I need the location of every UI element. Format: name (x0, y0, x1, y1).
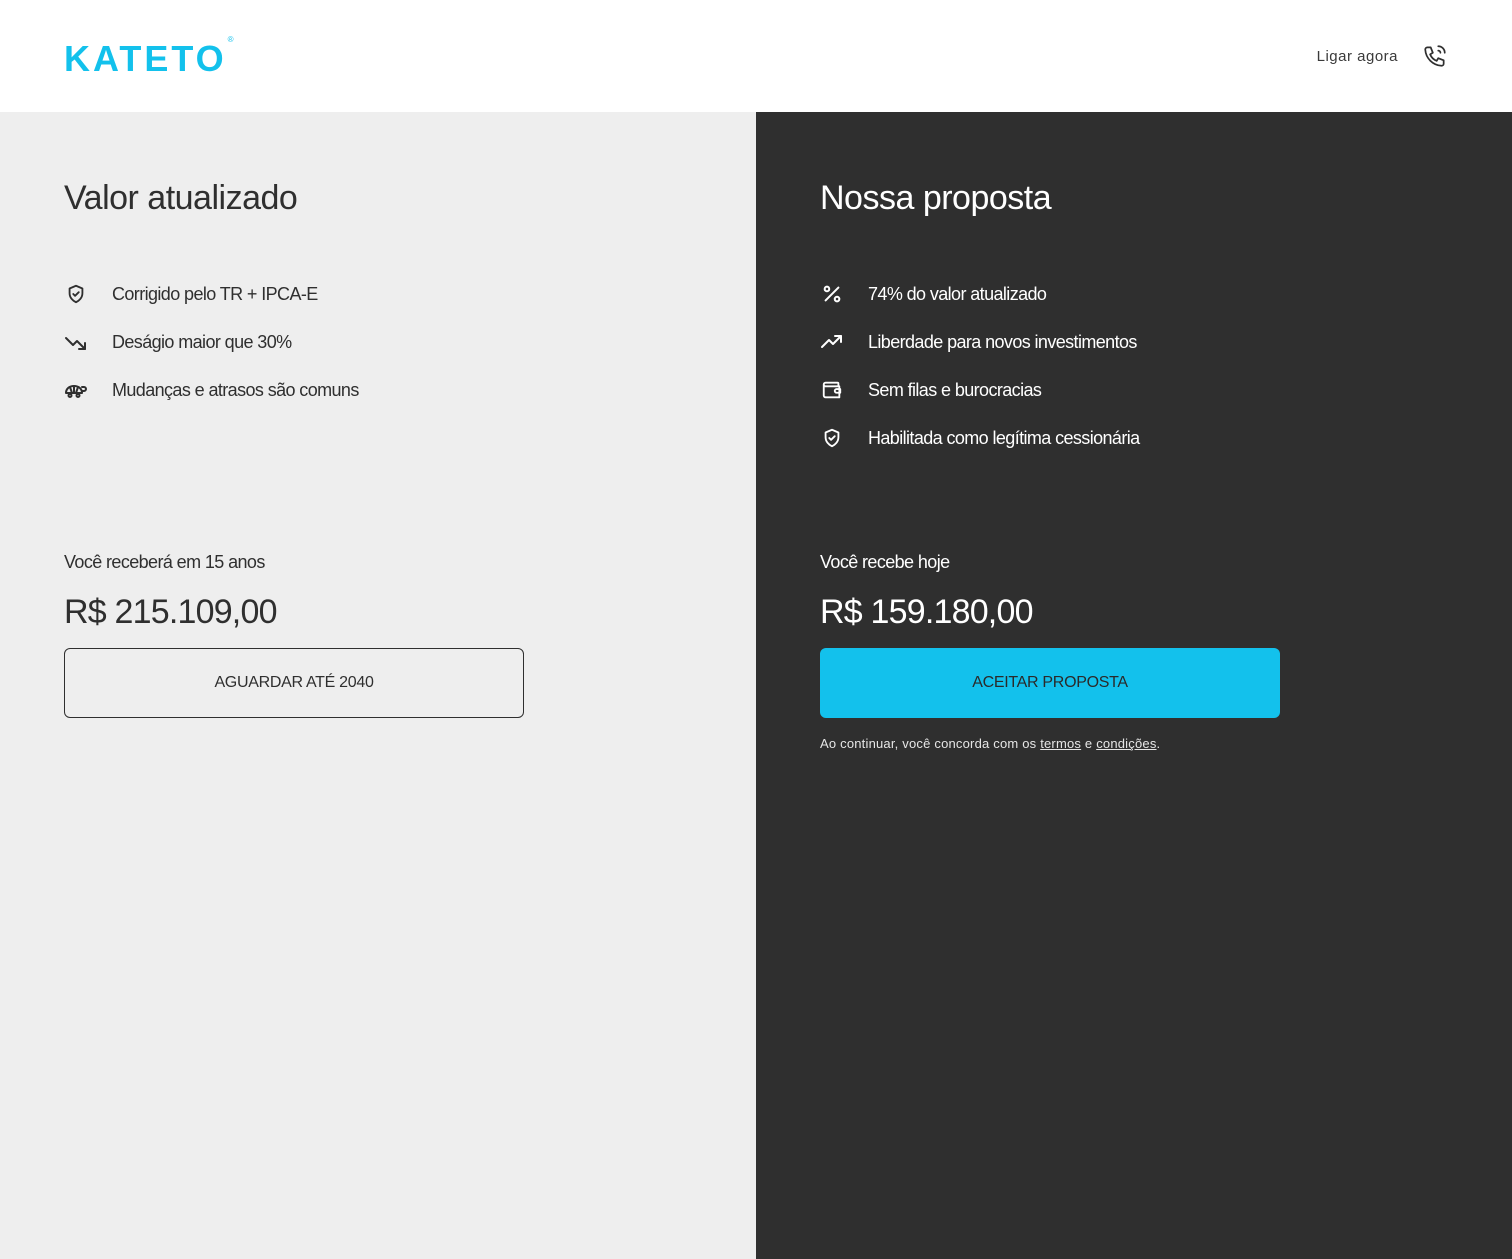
feature-item (64, 318, 692, 366)
panel-title: Valor atualizado (64, 179, 298, 217)
call-now-link[interactable]: Ligar agora (1316, 47, 1398, 65)
current-value-panel (0, 112, 756, 1259)
feature-label: Sem filas e burocracias (868, 379, 1042, 400)
top-header (0, 0, 1512, 112)
today-amount-caption: Você recebe hoje (820, 552, 950, 572)
trending-down-icon (64, 330, 88, 354)
percent-icon (820, 282, 844, 306)
future-amount-value: R$ 215.109,00 (64, 593, 277, 631)
feature-item (820, 366, 1448, 414)
header-actions (1317, 43, 1448, 69)
turtle-icon (64, 378, 88, 402)
panel-title: Nossa proposta (820, 179, 1052, 217)
conditions-link[interactable]: condições (1096, 736, 1157, 751)
phone-call-icon[interactable] (1422, 43, 1448, 69)
trending-up-icon (820, 330, 844, 354)
current-value-features (64, 270, 692, 414)
proposal-features (820, 270, 1448, 462)
wait-until-2040-button[interactable]: AGUARDAR ATÉ 2040 (64, 648, 524, 718)
feature-label: 74% do valor atualizado (868, 283, 1047, 304)
feature-item (820, 318, 1448, 366)
terms-notice (820, 736, 1280, 751)
logo-text: KATETO (64, 38, 227, 79)
feature-item (64, 270, 692, 318)
shield-check-icon (820, 426, 844, 450)
feature-label: Corrigido pelo TR + IPCA-E (112, 283, 318, 304)
kateto-logo[interactable] (64, 35, 234, 77)
feature-label: Liberdade para novos investimentos (868, 331, 1137, 352)
future-amount-caption: Você receberá em 15 anos (64, 552, 265, 572)
future-amount-block (64, 550, 524, 718)
feature-label: Mudanças e atrasos são comuns (112, 379, 359, 400)
terms-link[interactable]: termos (1040, 736, 1082, 751)
shield-check-icon (64, 282, 88, 306)
proposal-panel (756, 112, 1512, 1259)
today-amount-block (820, 550, 1280, 751)
wallet-icon (820, 378, 844, 402)
feature-item (820, 270, 1448, 318)
feature-label: Deságio maior que 30% (112, 331, 292, 352)
feature-item (820, 414, 1448, 462)
feature-item (64, 366, 692, 414)
accept-proposal-button[interactable]: ACEITAR PROPOSTA (820, 648, 1280, 718)
terms-suffix: . (1156, 736, 1161, 751)
registered-mark: ® (227, 35, 234, 44)
feature-label: Habilitada como legítima cessionária (868, 427, 1140, 448)
terms-prefix: Ao continuar, você concorda com os (820, 736, 1041, 751)
terms-middle: e (1081, 736, 1097, 751)
today-amount-value: R$ 159.180,00 (820, 593, 1033, 631)
